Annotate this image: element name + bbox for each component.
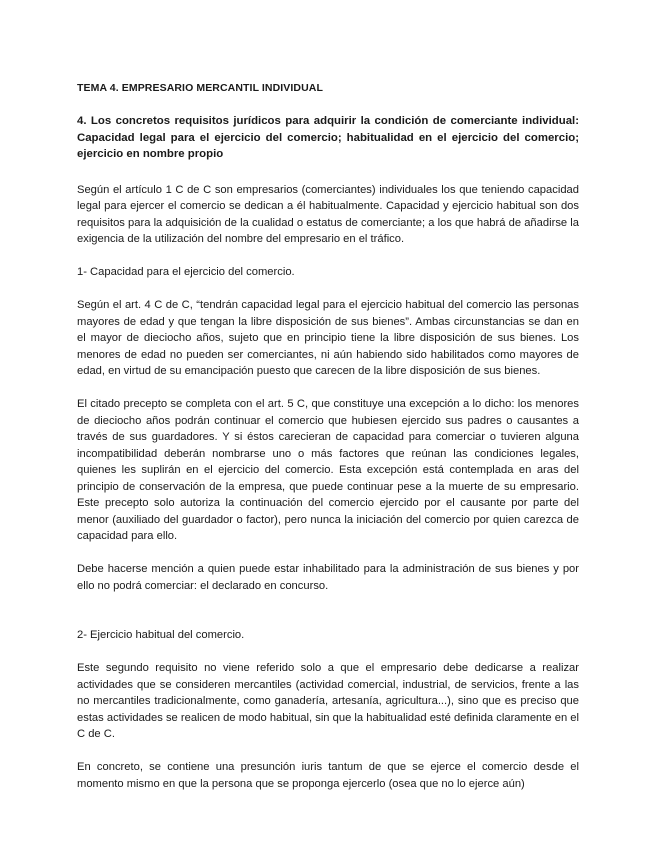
section-heading: 4. Los concretos requisitos jurídicos para adquirir la condición de comerciante individual: Capacidad legal para el ejercicio del comercio; habitualidad en el ejercicio del comercio; ejercicio en nombre propio [77,115,579,160]
document-page [77,80,579,809]
paragraph-presuncion: En concreto, se contiene una presunción iuris tantum de que se ejerce el comercio desde el momento mismo en que la persona que se proponga ejercerlo (osea que no lo ejerce aún) [77,761,579,790]
paragraph-concurso: Debe hacerse mención a quien puede estar inhabilitado para la administración de sus bienes y por ello no podrá comerciar: el declarado en concurso. [77,563,579,592]
paragraph-habitual: Este segundo requisito no viene referido solo a que el empresario debe dedicarse a realizar actividades que se consideren mercantiles (actividad comercial, industrial, de servicios, frente a las no mercantiles tradicionalmente, como ganadería, artesanía, agricultura...), sino que es preciso que estas actividades se realicen de modo habitual, sin que la habitualidad esté definida claramente en el C de C. [77,662,579,740]
paragraph-intro: Según el artículo 1 C de C son empresarios (comerciantes) individuales los que teniendo capacidad legal para ejercer el comercio se dedican a él habitualmente. Capacidad y ejercicio habitual son dos requisitos para la adquisición de la cualidad o estatus de comerciante; a los que habrá de añadirse la exigencia de la utilización del nombre del empresario en el tráfico. [77,183,579,245]
paragraph-capacity-art5: El citado precepto se completa con el art. 5 C, que constituye una excepción a lo dicho: los menores de dieciocho años podrán continuar el comercio que hubiesen ejercido sus padres o causantes a través de sus guardadores. Y si éstos carecieran de capacidad para comerciar o tuvieren alguna incompatibilidad deberán nombrarse uno o más factores que reúnan las condiciones legales, quienes les suplirán en el ejercicio del comercio. Esta excepción está contemplada en aras del principio de conservación de la empresa, que puede continuar pese a la muerte de su empresario. Este precepto solo autoriza la continuación del comercio ejercido por el causante por parte del menor (auxiliado del guardador o factor), pero nunca la iniciación del comercio por quien carezca de capacidad para ello. [77,398,579,542]
document-title: TEMA 4. EMPRESARIO MERCANTIL INDIVIDUAL [77,82,323,94]
paragraph-capacity-art4: Según el art. 4 C de C, “tendrán capacidad legal para el ejercicio habitual del comercio las personas mayores de edad y que tengan la libre disposición de sus bienes”. Ambas circunstancias se dan en el mayor de dieciocho años, sujeto que en principio tiene la libre disposición de sus bienes. Los menores de edad no pueden ser comerciantes, ni aún habiendo sido habilitados como mayores de edad, en virtud de su emancipación puesto que carecen de la libre disposición de sus bienes. [77,299,579,377]
subsection-heading-capacity: 1- Capacidad para el ejercicio del comercio. [77,266,295,278]
subsection-heading-habitual: 2- Ejercicio habitual del comercio. [77,629,245,641]
